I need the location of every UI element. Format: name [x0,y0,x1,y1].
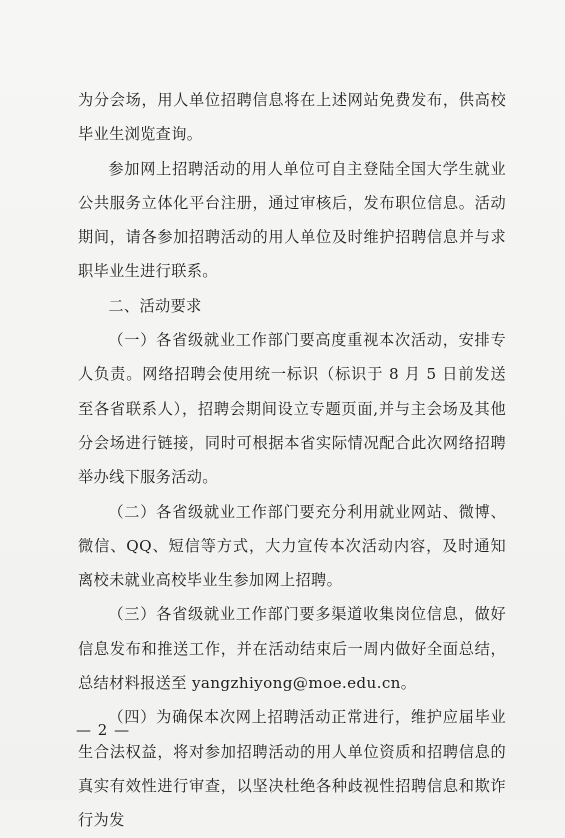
paragraph-venue-info: 为分会场，用人单位招聘信息将在上述网站免费发布，供高校毕业生浏览查询。 [78,91,506,144]
requirement-item-3: （三）各省级就业工作部门要多渠道收集岗位信息，做好信息发布和推送工作，并在活动结束后一周内做好全面总结，总结材料报送至 yangzhiyong@moe.edu.cn。 [78,605,506,693]
requirement-item-2: （二）各省级就业工作部门要充分利用就业网站、微博、微信、QQ、短信等方式，大力宣传本次活动内容，及时通知离校未就业高校毕业生参加网上招聘。 [78,502,506,590]
page-number: — 2 — [76,721,131,739]
paragraph-employer-registration: 参加网上招聘活动的用人单位可自主登陆全国大学生就业公共服务立体化平台注册，通过审核后，发布职位信息。活动期间，请各参加招聘活动的用人单位及时维护招聘信息并与求职毕业生进行联系。 [78,159,506,281]
requirement-item-4: （四）为确保本次网上招聘活动正常进行，维护应届毕业生合法权益，将对参加招聘活动的用人单位资质和招聘信息的真实有效性进行审查，以坚决杜绝各种歧视性招聘信息和欺诈行为发 [78,708,506,830]
requirement-item-1: （一）各省级就业工作部门要高度重视本次活动，安排专人负责。网络招聘会使用统一标识（标识于 8 月 5 日前发送至各省联系人），招聘会期间设立专题页面,并与主会场及其他分会场进行链接，同时可根据本省实际情况配合此次网络招聘举办线下服务活动。 [78,331,506,487]
section-heading-requirements: 二、活动要求 [108,296,202,315]
